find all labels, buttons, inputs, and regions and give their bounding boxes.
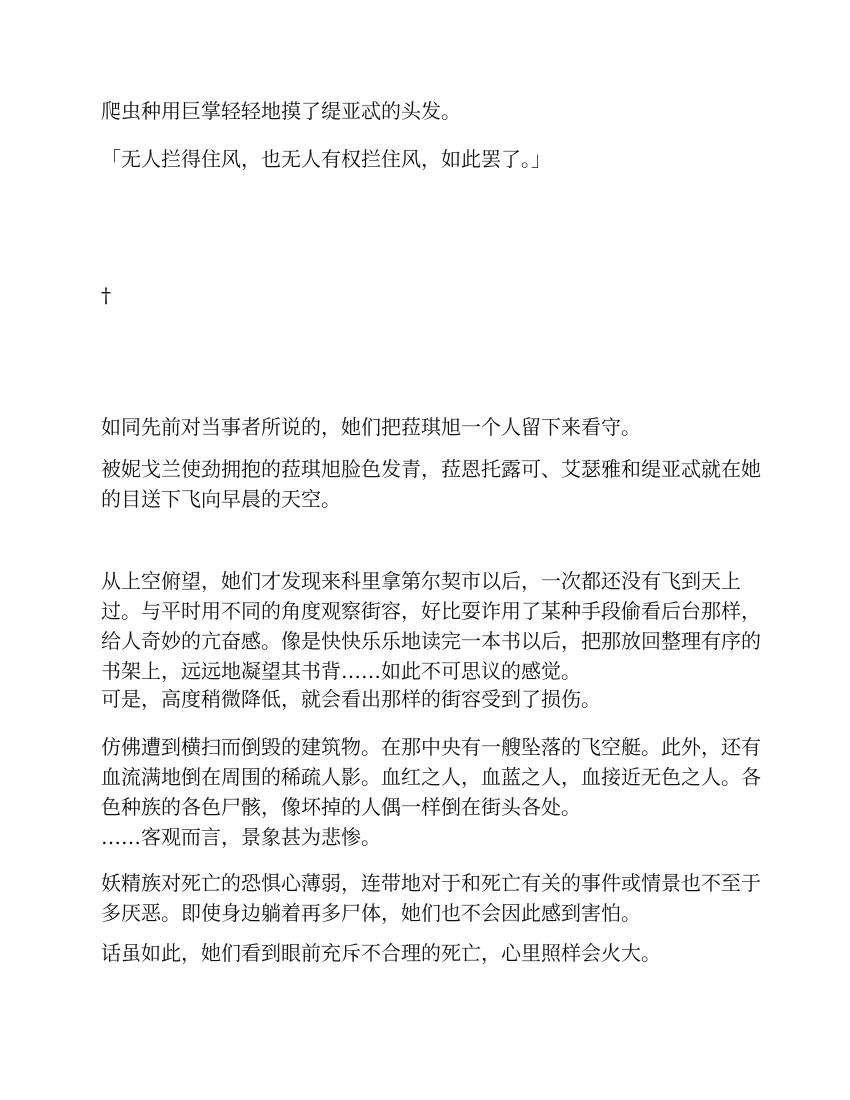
paragraph-7: 仿佛遭到横扫而倒毁的建筑物。在那中央有一艘坠落的飞空艇。此外，还有血流满地倒在周围的稀疏人影。血红之人，血蓝之人，血接近无色之人。各色种族的各色尸骸，像坏掉的人偶一样倒在街头各处。 bbox=[101, 735, 761, 819]
paragraph-4: 被妮戈兰使劲拥抱的菈琪旭脸色发青，菈恩托露可、艾瑟雅和缇亚忒就在她的目送下飞向早晨的天空。 bbox=[101, 457, 761, 511]
paragraph-2: 「无人拦得住风，也无人有权拦住风，如此罢了。」 bbox=[101, 147, 551, 171]
paragraph-1: 爬虫种用巨掌轻轻地摸了缇亚忒的头发。 bbox=[101, 99, 461, 123]
paragraph-3: 如同先前对当事者所说的，她们把菈琪旭一个人留下来看守。 bbox=[101, 415, 641, 439]
paragraph-9: 妖精族对死亡的恐惧心薄弱，连带地对于和死亡有关的事件或情景也不至于多厌恶。即使身边躺着再多尸体，她们也不会因此感到害怕。 bbox=[101, 871, 761, 925]
paragraph-6: 可是，高度稍微降低，就会看出那样的街容受到了损伤。 bbox=[101, 687, 601, 711]
paragraph-8: ……客观而言，景象甚为悲惨。 bbox=[101, 825, 381, 849]
paragraph-10: 话虽如此，她们看到眼前充斥不合理的死亡，心里照样会火大。 bbox=[101, 941, 661, 965]
section-divider-mark: † bbox=[101, 283, 111, 307]
paragraph-5: 从上空俯望，她们才发现来科里拿第尔契市以后，一次都还没有飞到天上过。与平时用不同的角度观察街容，好比耍诈用了某种手段偷看后台那样，给人奇妙的亢奋感。像是快快乐乐地读完一本书以后，把那放回整理有序的书架上，远远地凝望其书背……如此不可思议的感觉。 bbox=[101, 569, 761, 683]
